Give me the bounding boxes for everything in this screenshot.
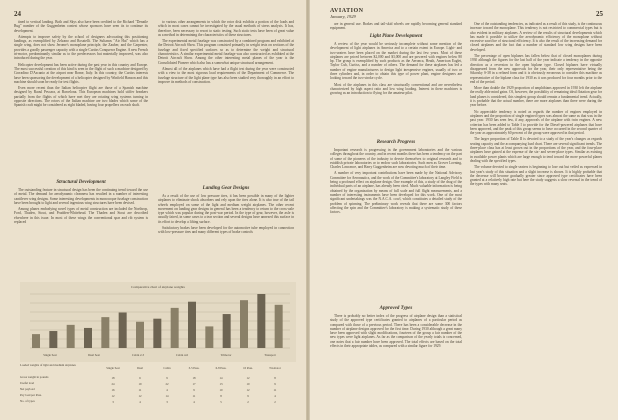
table-cell: 11: [138, 388, 142, 392]
table-cell: 24: [111, 382, 115, 386]
chart-bar: [171, 308, 179, 348]
chart-bar: [275, 305, 283, 348]
table-header-cell: Dual: [137, 366, 143, 370]
paragraph: As a result of the use of low pressure tires, it has been possible in many of the lighter airplanes to eliminate shock absorbers and rely upon the tires alone. It is also true of the tail wheels employed on some of the light and medium weight airplanes. The other recent movement on landing gear designs in general has been a tendency to return to the cross-axle type which was popular during the post-war period. In the type of gear, however, the axle is usually faired, in some cases to a tear section and several designs have annexed this surface in its effort to develop a lifting surface.: [158, 194, 294, 224]
table-header-cell: 6-8 Pass.: [215, 366, 227, 370]
right-column-1: [330, 22, 462, 33]
table-cell: 13: [219, 382, 223, 386]
chart-group-label: Cabin 2-3: [132, 353, 144, 357]
paragraph: More than double the 1929 proportion of amphibians approved in 1930 left the airplane the really able mind gains. Of, however, the possibility of remaining ideal flotation gear for land planes is considered, this simplest group should remain a fundamental trend. Actually, it is probable that the actual number, there are more airplanes than there were during the year before.: [470, 86, 602, 108]
paragraph: No appreciable tendency is noted as regards the number of engines employed in airplanes and the proportion of single engined types was almost the same as that was in the past year. 1930 has seen few, if any, approvals of the airplane with twin engines. A new criterion has been added to Table I to provide for the Diesel-powered airplanes that have been approved, and the peak of this group seems to have occurred in the second quarter of the year as approximately 60 percent of the group were approved in that period.: [470, 109, 602, 136]
paragraph: There is probably no better index of the progress of airplane design than a statistical study of the approved type certificates granted to airplanes of a particular period as compared with those of a previous period. There has been a considerable decrease in the number of airplane designs approved for the first time. During 1930 although a great many have been approved with slight modifications, fourteen of the group a fair number of the new types were light airplanes. As far as the comparison of the yearly totals is concerned, one notes that a fair number have been approved. The total effects are based on the total effects in their appropriate tables, as compared with a similar figure for 1929.: [330, 314, 462, 349]
chart-bar: [136, 322, 144, 348]
table-cell: 2: [274, 400, 276, 404]
paragraph: Among planes embodying novel types of metal construction are included the Northrop, Ford, Thaden, Stout, and Prudden-Whitehead. The Thaden and Stout are described elsewhere in this issue. In most of these wings the conventional spar and rib system is replaced: [14, 207, 148, 225]
table-row-label: Pay load per Pass.: [20, 393, 42, 397]
table-header-cell: Cabin: [163, 366, 171, 370]
table-cell: 9: [193, 388, 195, 392]
table-cell: 18: [111, 376, 115, 380]
table-cell: 11: [192, 394, 196, 398]
table-cell: 4: [139, 400, 141, 404]
table-cell: 4: [193, 400, 195, 404]
paragraph: The percentage of open biplanes has fallen below that of closed monoplanes during 1930 although the figures for the last half of the year indicate a tendency in the opposite direction as a reversion to the open biplane type. Closed biplanes have virtually disappeared from the new approvals for the year, their only representative being the Sikorsky S-38 in a refined form and it is obviously erroneous to consider this machine as representative of the biplane class for 1930 as it was produced for four months prior to the end of the period.: [470, 54, 602, 84]
table-row-label: No. of types: [20, 399, 35, 403]
table-cell: 12: [246, 376, 250, 380]
heading-light-plane: Light Plane Development: [369, 34, 423, 39]
weight-chart-svg: [20, 282, 296, 362]
table-cell: 14: [165, 394, 169, 398]
table-header-cell: Tri-motor: [269, 366, 281, 370]
paragraph: The volume devoted to single seaters is beginning to lose out but veiled as expressed in last year's study of this situation and a slight increase is shown. It is highly probable that the decrease will become gradually greater since approved type certificates have been granted at a relatively high rate but here the study suggests a slow reversal in the trend of the types with many seats.: [470, 165, 602, 187]
chart-bar: [84, 328, 92, 348]
table-cell: 8: [274, 376, 276, 380]
table-header-cell: 10 Pass.: [243, 366, 253, 370]
table-cell: 22: [165, 382, 169, 386]
left-column-2: [158, 20, 294, 86]
paragraph: Almost all of the airplanes which have had a flight test during the year were constructed with a view to the most rigorous load requirements of the Department of Commerce. The fuselage structure of the light plane type has also been studied very thoroughly in an effort to improve its methods of construction.: [158, 66, 294, 84]
landing-text: [158, 194, 294, 237]
paragraph: The outstanding feature in structural design has been the continuing trend toward the use of metal. The demand for aerodynamic cleanness has resulted in a number of interesting cantilever wing designs. Some interesting developments in monocoque fuselage construction have been brought to light and several ingenious wing structures have been devised.: [14, 188, 148, 205]
paragraph: Helicopter development has been active during the past year in this country and Europe. The most successful creation of this kind is seen in the flight of such a machine designed by Corradino D'Ascanio at the airport near Rome, Italy. In this country, the Curtiss interests have been sponsoring the development of a helicopter designed by Winfield Hanson and this machine should soon be ready for test flights.: [14, 62, 148, 84]
page-number-left: 24: [14, 10, 21, 18]
chart-group-label: Single Seat: [43, 353, 57, 357]
paragraph: Important research is progressing in the government laboratories and the various colleges throughout the country, and in recent months there has been a tendency on the part of some of the pioneers of the industry to devote themselves to original research and to establish private laboratories or to endow such laboratories. Such men as Grover Loening, Charles Lawrance, and Harry Guggenheim are now devoting much of their time.: [330, 148, 462, 170]
chart-title: Comparative chart of airplane weights: [131, 285, 185, 289]
heading-approved: Approved Types: [379, 306, 413, 311]
chart-bar: [240, 300, 248, 348]
table-cell: 4: [166, 388, 168, 392]
chart-bar: [257, 294, 265, 348]
paragraph: Even more recent than the Italian helicopter flight are those of a Spanish machine designed by Raoul Pescara, at Barcelona. This European machines hold stiffer breakers partially from the flights of which have met they are rotating wing systems turning in opposite directions. The rotors of the Italian machine are two blades which some of the Spanish craft might be considered as eight bladed, having four propellers on each shaft.: [14, 86, 148, 108]
paragraph: tined to vertical landing. Both and Skys also have been credited to the Richard "Denatle Bug" number of the Guggenheim contest whose sponsors have seen its to continue its development.: [14, 20, 148, 33]
approved-text: [330, 314, 462, 350]
chart-group-label: Dual Seat: [88, 353, 100, 357]
table-cell: 11: [273, 388, 277, 392]
table-cell: 9: [166, 376, 168, 380]
table-cell: 12: [138, 394, 142, 398]
paragraph: The experimental metal fuselage was constructed by a combined program and exhibited at the Detroit Aircraft Show. This program consisted primarily in weight tests on sections of the fuselage and fixed specified surfaces so as to determine the weight and structural characteristics. A similar experimental metal fuselage was also constructed as exhibited at the Detroit Aircraft Show. Among the other interesting metal planes of the year is the Consolidated Pioneer which also has a somewhat unique structural arrangement.: [158, 39, 294, 65]
table-row-label: Net payload: [20, 387, 35, 391]
chart-bar: [188, 302, 196, 348]
table-caption: Loaded weights of light and medium airplanes: [20, 363, 76, 367]
research-text: [330, 148, 462, 216]
table-cell: 14: [219, 376, 223, 380]
table-cell: 8: [220, 394, 222, 398]
table-cell: 18: [192, 376, 196, 380]
table-cell: 5: [220, 400, 222, 404]
chart-bar: [49, 331, 57, 348]
structural-text: [14, 188, 148, 226]
chart-bar: [153, 319, 161, 348]
paragraph: to various other arrangements in which the rotor disk exhibits a portion of the loads and which in most cases cannot be investigated by the usual methods of stress analysis. It has, therefore, been necessary to resort to static testing. Such static tests have been of great value as a method in determining the characteristics of these structures.: [158, 20, 294, 37]
running-subhead: January, 1929: [330, 14, 356, 19]
table-cell: 12: [246, 388, 250, 392]
light-plane-text: [330, 42, 462, 98]
chart-bar: [223, 314, 231, 348]
chart-bar: [32, 334, 40, 348]
weight-chart: [20, 282, 296, 362]
table-cell: 19: [138, 382, 142, 386]
paragraph: The larger proportion of Table II is devoted to a study of the year's changes as regards seating capacity and the accompanying load chart. There are several significant trends. The three-place class has at least grown out in the proportions of the year, and the four-place airplanes have gained at the expense of the six- and seven-place types. Similar as existing in available power plants which are large enough to tend toward the more powerful planes dealing with the specified types.: [470, 137, 602, 163]
table-cell: 10: [246, 382, 250, 386]
paragraph: A review of the year would be seriously incomplete without some mention of the development of light airplanes in America and to a certain extent in Europe. Light- and two-seaters have been placed on the market during the last few years. Most of these airplanes are priced between $2,000 and $3,000 and are powered with engines below 80 hp. The group is exemplified by such products as the Aeronca, Heath, American Eaglet, Taylor Cub, Curtiss, and a number of others. The demand for these airplanes has led a number of engine manufacturers to design light inexpensive engines, usually of two or three cylinders and, in order to obtain this type of power plant, engine designers are looking toward the two-stroke cycle.: [330, 42, 462, 81]
paragraph: Satisfactory brakes have been developed for the automotive tube employed in connection with low-pressure tires and many different types of brake controls: [158, 226, 294, 235]
heading-research: Research Progress: [376, 140, 416, 145]
chart-bar: [119, 313, 127, 348]
table-cell: 9: [274, 382, 276, 386]
heading-landing: Landing Gear Designs: [202, 186, 250, 191]
weight-table: [20, 364, 296, 408]
chart-bar: [67, 325, 75, 348]
table-row-label: Gross weight in pounds: [20, 375, 49, 379]
table-cell: 10: [219, 388, 223, 392]
table-header-cell: 3-5 Pass.: [188, 366, 200, 370]
left-column-1: [14, 20, 148, 110]
table-cell: 2: [247, 400, 249, 404]
paragraph: are in general use. Brakes and tail-skid wheels are rapidly becoming general standard equipment.: [330, 22, 462, 31]
right-page: [310, 0, 618, 420]
chart-bar: [101, 317, 109, 348]
chart-group-label: Transport: [264, 353, 276, 357]
chart-bar: [205, 326, 213, 348]
table-cell: 12: [111, 394, 115, 398]
table-cell: 16: [111, 388, 115, 392]
table-header-cell: Single Seat: [106, 366, 120, 370]
chart-group-label: Trimotor: [220, 353, 232, 357]
running-head: AVIATION: [330, 8, 364, 14]
table-cell: 3: [166, 400, 168, 404]
heading-structural: Structural Development: [56, 180, 106, 185]
paragraph: One of the outstanding tendencies, as indicated as a result of this study, is the continuous increase toward the monoplane. This tendency is not restricted to commercial types but is also evident in military airplanes. A review of the results of structural developments which has made it possible to utilize the aerodynamic efficiency of the monoplane without excessive sacrifice of structural efficiency. It is also the result of the increasing demand for closed airplanes and the fact that a number of standard low wing designs have been developed.: [470, 22, 602, 52]
table-cell: 6: [139, 376, 141, 380]
table-row-label: Useful load: [20, 381, 34, 385]
paragraph: Attempts to improve safety by the school of designers advocating this positioning landings, as exemplified by Zelzano and Rosatelli. The Sultanos "Air Hat" which has a single wing, does not show Jerome's monoplane principle, the Zauber, and the Carpenter, provides a goodly passenger capacity with a single Curtiss Conqueror Engine. A new French tri-motor, predominantly similar as to the predecessors but materially improved, was also introduced during the year.: [14, 34, 148, 61]
table-cell: 3: [112, 400, 114, 404]
page-number-right: 25: [596, 10, 603, 18]
chart-group-label: Cabin 4-6: [176, 353, 188, 357]
table-cell: 17: [192, 382, 196, 386]
right-column-2: [470, 22, 602, 189]
paragraph: A number of very important contributions have been made by the National Advisory Committee for Aeronautics, and the work of the Committee's laboratory at Langley Field is being a profound effect on airplane design. One example of this, a study of the drag of the individual parts of an airplane, has already been cited. Much valuable information is being obtained by the organization by means of full scale and full flight measurements, and a number of interesting instruments have been developed for this work. One of the most significant undertakings was the N.A.C.A. cowl, which constitutes a detailed study of the problem of spinning. The preliminary work reveals that there are some 300 factors affecting the spin and the Committee's laboratory is making a systematic study of these factors.: [330, 171, 462, 215]
left-page: [0, 0, 306, 420]
table-cell: 4: [274, 394, 276, 398]
table-cell: 9: [247, 394, 249, 398]
paragraph: Most of the airplanes in this class are structurally conventional and are nevertheless characterized by high aspect ratio and low wing loading. Interest in these machines is growing as an introduction to flying for the amateur pilot.: [330, 82, 462, 96]
